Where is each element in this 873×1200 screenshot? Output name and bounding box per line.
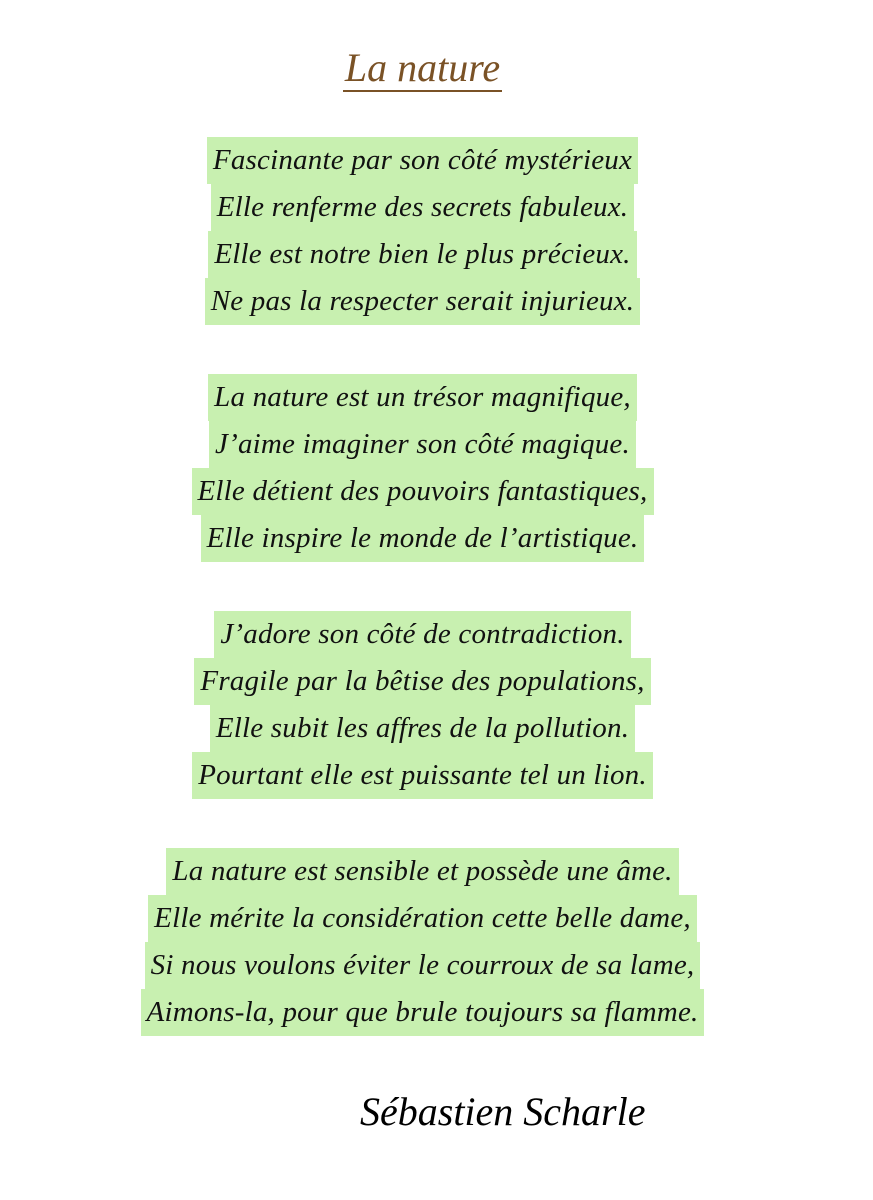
poem (0, 137, 845, 1085)
poem-line (0, 421, 845, 468)
poem-line (0, 374, 845, 421)
line-text: Fragile par la bêtise des populations, (194, 658, 650, 705)
line-text: Elle inspire le monde de l’artistique. (201, 515, 645, 562)
stanza-1 (0, 137, 845, 325)
stanza-3 (0, 611, 845, 799)
poem-line (0, 848, 845, 895)
poem-line (0, 515, 845, 562)
poem-line (0, 989, 845, 1036)
line-text: Elle subit les affres de la pollution. (210, 705, 635, 752)
poem-line (0, 468, 845, 515)
poem-line (0, 611, 845, 658)
line-text: Elle détient des pouvoirs fantastiques, (192, 468, 654, 515)
poem-line (0, 658, 845, 705)
poem-line (0, 184, 845, 231)
line-text: Pourtant elle est puissante tel un lion. (192, 752, 653, 799)
poem-line (0, 137, 845, 184)
line-text: J’adore son côté de contradiction. (214, 611, 630, 658)
stanza-4 (0, 848, 845, 1036)
line-text: Elle renferme des secrets fabuleux. (211, 184, 635, 231)
line-text: Aimons-la, pour que brule toujours sa flamme. (141, 989, 705, 1036)
author-signature: Sébastien Scharle (360, 1089, 646, 1134)
line-text: Elle mérite la considération cette belle dame, (148, 895, 697, 942)
line-text: Si nous voulons éviter le courroux de sa lame, (145, 942, 701, 989)
title-text: La nature (344, 45, 501, 90)
poem-line (0, 895, 845, 942)
poem-line (0, 942, 845, 989)
line-text: La nature est sensible et possède une âme. (166, 848, 678, 895)
stanza-2 (0, 374, 845, 562)
line-text: La nature est un trésor magnifique, (208, 374, 637, 421)
poem-line (0, 278, 845, 325)
line-text: J’aime imaginer son côté magique. (209, 421, 636, 468)
line-text: Ne pas la respecter serait injurieux. (205, 278, 641, 325)
page-title (0, 42, 845, 94)
poem-line (0, 705, 845, 752)
poem-line (0, 231, 845, 278)
line-text: Elle est notre bien le plus précieux. (208, 231, 636, 278)
line-text: Fascinante par son côté mystérieux (207, 137, 638, 184)
poem-line (0, 752, 845, 799)
